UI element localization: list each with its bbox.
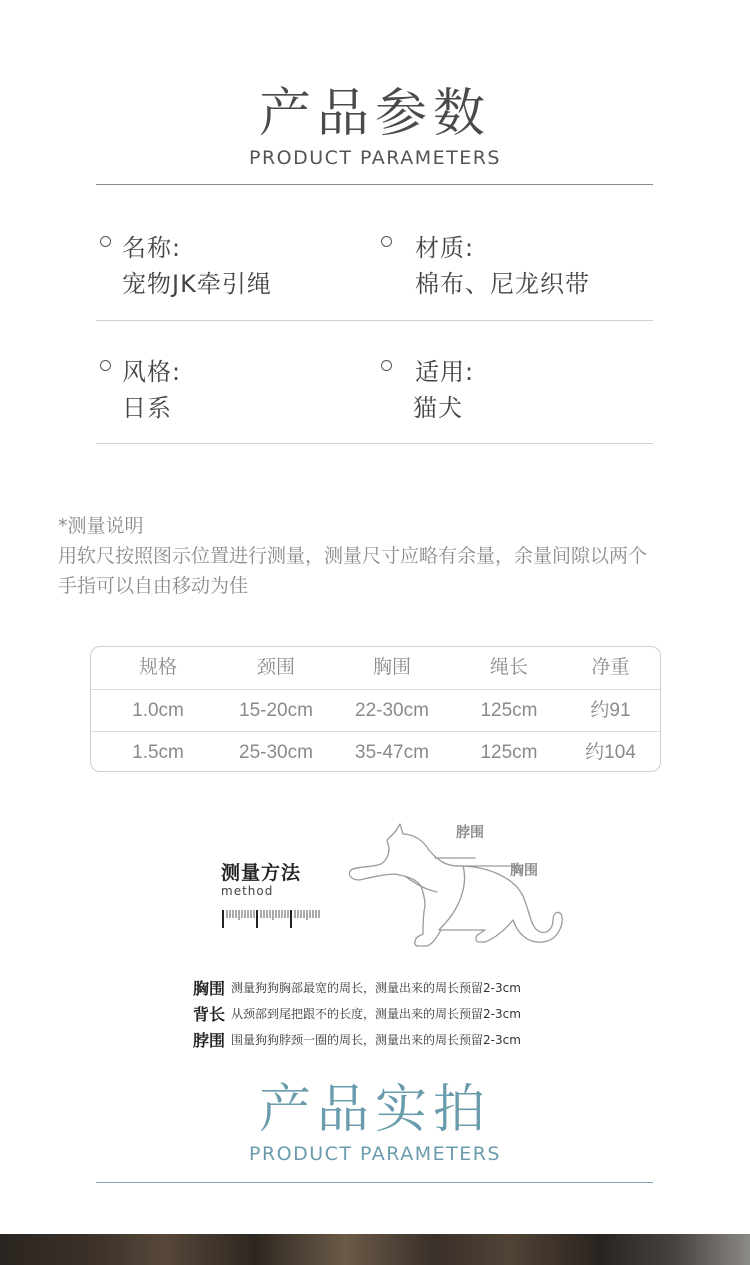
table-header-cell: 净重 bbox=[591, 657, 630, 678]
measure-desc: 围量狗狗脖颈一圈的周长，测量出来的周长预留2-3cm bbox=[231, 1033, 521, 1047]
note-line: 用软尺按照图示位置进行测量，测量尺寸应略有余量，余量间隙以两个 bbox=[58, 545, 648, 567]
measure-neck bbox=[193, 1028, 521, 1052]
param-value: 日系 bbox=[122, 394, 172, 422]
section-title-en: PRODUCT PARAMETERS bbox=[248, 147, 501, 169]
method-subtitle: method bbox=[221, 884, 274, 898]
param-value: 棉布、尼龙织带 bbox=[415, 270, 590, 298]
table-row bbox=[91, 731, 661, 772]
row-divider bbox=[96, 443, 653, 444]
measure-desc: 从颈部到尾把跟不的长度，测量出来的周长预留2-3cm bbox=[231, 1007, 521, 1021]
product-photo bbox=[0, 1234, 750, 1265]
param-label: 适用: bbox=[415, 358, 475, 386]
table-cell: 1.0cm bbox=[132, 700, 184, 721]
method-title: 测量方法 bbox=[221, 862, 302, 884]
measure-chest bbox=[193, 976, 521, 1000]
table-cell: 25-30cm bbox=[239, 742, 313, 763]
section2-title-cn: 产品实拍 bbox=[258, 1080, 491, 1140]
table-cell: 125cm bbox=[480, 700, 538, 721]
section-title-cn: 产品参数 bbox=[258, 84, 491, 144]
measure-key: 脖围 bbox=[193, 1031, 226, 1050]
table-header-cell: 胸围 bbox=[372, 657, 411, 678]
measure-key: 胸围 bbox=[193, 979, 226, 998]
circle-bullet-icon bbox=[381, 236, 392, 247]
table-cell: 125cm bbox=[480, 742, 538, 763]
section2-header bbox=[0, 1080, 750, 1166]
section-header bbox=[0, 84, 750, 170]
measure-key: 背长 bbox=[193, 1005, 226, 1024]
measure-desc: 测量狗狗胸部最宽的周长，测量出来的周长预留2-3cm bbox=[231, 981, 521, 995]
ruler-icon bbox=[221, 906, 321, 930]
callout-chest: 胸围 bbox=[510, 863, 538, 879]
table-cell: 15-20cm bbox=[239, 700, 313, 721]
circle-bullet-icon bbox=[100, 360, 111, 371]
table-cell: 约104 bbox=[585, 742, 636, 763]
note-line: 手指可以自由移动为佳 bbox=[58, 575, 249, 597]
param-label: 风格: bbox=[122, 358, 182, 386]
table-header-cell: 规格 bbox=[138, 657, 177, 678]
measure-back bbox=[193, 1002, 521, 1026]
table-cell: 35-47cm bbox=[355, 742, 429, 763]
header-divider bbox=[96, 184, 653, 185]
measure-note bbox=[58, 511, 698, 601]
param-label: 名称: bbox=[122, 234, 182, 262]
table-header-row bbox=[91, 647, 661, 688]
table-header-cell: 绳长 bbox=[489, 657, 528, 678]
param-value: 猫犬 bbox=[413, 394, 463, 422]
size-table bbox=[90, 646, 661, 772]
circle-bullet-icon bbox=[100, 236, 111, 247]
callout-neck: 脖围 bbox=[456, 825, 484, 841]
section2-divider bbox=[96, 1182, 653, 1183]
row-divider bbox=[96, 320, 653, 321]
table-cell: 1.5cm bbox=[132, 742, 184, 763]
table-header-cell: 颈围 bbox=[256, 657, 295, 678]
circle-bullet-icon bbox=[381, 360, 392, 371]
table-cell: 约91 bbox=[590, 700, 631, 721]
section2-title-en: PRODUCT PARAMETERS bbox=[248, 1143, 501, 1165]
param-label: 材质: bbox=[415, 234, 475, 262]
table-row bbox=[91, 689, 661, 730]
table-cell: 22-30cm bbox=[355, 700, 429, 721]
note-title: *测量说明 bbox=[58, 515, 144, 537]
param-value: 宠物JK牵引绳 bbox=[122, 270, 272, 298]
